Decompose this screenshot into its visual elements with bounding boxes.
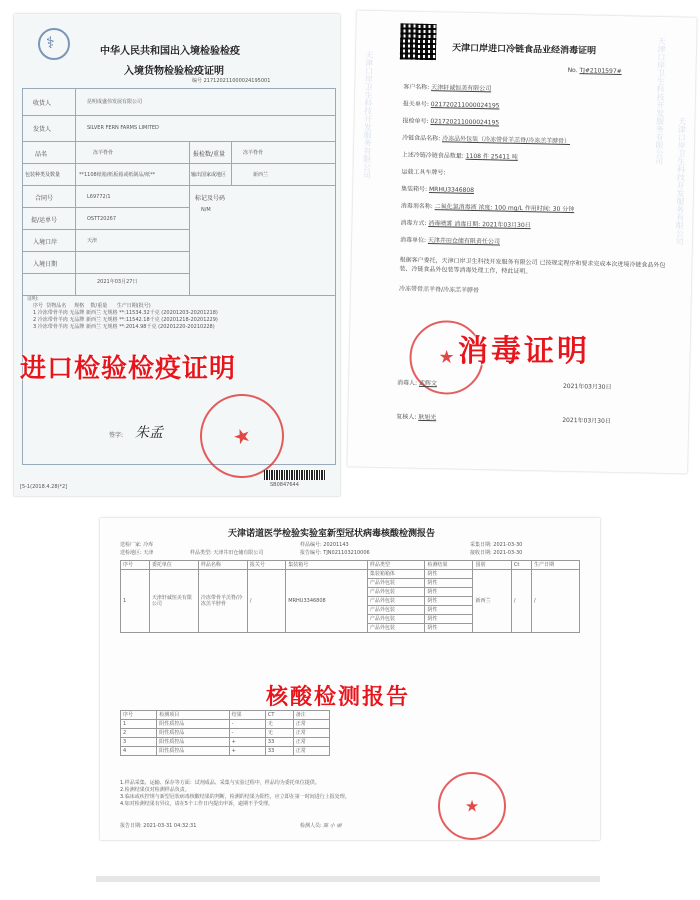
doc3-lab-stamp: ★ <box>438 772 506 840</box>
doc1-barcode-number: SB0847644 <box>270 482 299 488</box>
doc1-side-value-marks: N/M <box>201 207 211 213</box>
cell-type: 产品外包装 <box>367 579 425 588</box>
doc1-value-date: 2021年03月27日 <box>97 279 138 285</box>
qc-cell: 33 <box>265 747 293 756</box>
doc2-row: 报检单号: 021720211000024195 <box>402 117 500 127</box>
doc1-detail-row-2: 2 冷冻带骨羊肉 无品牌 新西兰 无规格 **:11542.18千克 (20201218-20201229) <box>33 317 218 323</box>
cell-no: 1 <box>121 570 150 633</box>
doc1-label-port: 入境口岸 <box>33 239 58 246</box>
doc2-reviewer-date: 2021年03月30日 <box>562 416 611 425</box>
doc1-sign-label: 签字: <box>109 432 124 439</box>
doc1-detail-row-1: 1 冷冻带骨羊肉 无品牌 新西兰 无规格 **:11534.32千克 (20201203-20201218) <box>33 310 218 316</box>
qc-cell: 正常 <box>293 738 329 747</box>
th-no: 序号 <box>121 561 150 570</box>
cell-result: 阴性 <box>425 588 473 597</box>
doc3-meta-3: 采集日期: 2021-03-30 <box>470 542 523 548</box>
doc3-meta-6: 报告编号: TJN021103210006 <box>300 550 370 556</box>
qc-cell: 无 <box>265 720 293 729</box>
cell-result: 阴性 <box>425 615 473 624</box>
cell-ct: / <box>511 570 531 633</box>
doc3-note-4: 4.如对检测结果有异议，请在5个工作日内提出申诉，逾期不予受理。 <box>120 801 273 807</box>
qc-cell: 3 <box>121 738 157 747</box>
doc2-rows <box>398 81 683 295</box>
doc3-meta-5: 样品类型: 天津井田仓储有限公司 <box>190 550 264 556</box>
doc1-label-package: 包装种类及数量 <box>25 172 61 178</box>
cell-type: 产品外包装 <box>367 588 425 597</box>
cell-type: 产品外包装 <box>367 606 425 615</box>
doc1-signature: 朱孟 <box>135 425 163 441</box>
doc2-row: 消毒剂名称: 二氧化氯消毒液 浓度: 100 mg/L 作用时间: 30 分钟 <box>400 202 575 214</box>
th-date: 生产日期 <box>531 561 579 570</box>
doc2-row: 报关单号: 021720211000024195 <box>402 100 500 110</box>
doc2-product: 冷冻带骨羔羊脊/冷冻羔羊脖骨 <box>398 285 480 295</box>
doc2-watermark-3: 天津口岸卫生科技开发服务有限公司 <box>674 117 687 246</box>
doc3-note-2: 2.检测结果仅对检测样品负责。 <box>120 787 190 793</box>
cell-result: 阴性 <box>425 579 473 588</box>
qc-th: 检测项目 <box>157 711 229 720</box>
entry-inspection-certificate <box>14 14 340 496</box>
doc1-title: 入境货物检验检疫证明 <box>124 66 224 77</box>
cell-result: 阴性 <box>425 597 473 606</box>
qc-th: 备注 <box>293 711 329 720</box>
doc2-reviewer: 复核人: 耿旭光 <box>396 413 437 422</box>
qc-cell: 正常 <box>293 729 329 738</box>
doc1-value-product: 冻羊脊骨 <box>93 150 114 156</box>
doc1-side-label-weight: 报检数/重量 <box>193 151 226 158</box>
qc-cell: 无 <box>265 729 293 738</box>
qc-cell: 阳性质控品 <box>157 738 229 747</box>
th-ct: Ct <box>511 561 531 570</box>
customs-emblem-icon: ⚕ <box>38 28 70 60</box>
qc-th: 序号 <box>121 711 157 720</box>
th-customs: 报关号 <box>247 561 285 570</box>
doc3-note-3: 3.临床或疾控规与新型冠状病毒核酸结果的判断，检测的结果为阳性，应立即在第一时间进行上报处理。 <box>120 794 350 800</box>
qc-cell: 正常 <box>293 720 329 729</box>
doc1-side-value-weight: 冻羊脊骨 <box>243 150 264 156</box>
doc1-label-product: 品名 <box>35 151 48 158</box>
qc-cell: + <box>229 747 265 756</box>
doc1-label-contract: 合同号 <box>35 195 54 202</box>
cell-result: 阴性 <box>425 624 473 633</box>
qc-cell: 2 <box>121 729 157 738</box>
doc1-detail-header: 序号 货物品名 规格 数/重量 生产日期(批号) <box>33 303 151 309</box>
doc1-detail-row-3: 3 冷冻带骨羊肉 无品牌 新西兰 无规格 **:2014.98千克 (20201220-20210228) <box>33 324 215 330</box>
th-sample: 样品名称 <box>198 561 247 570</box>
doc1-value-contract: L69772/1 <box>87 194 111 200</box>
cell-type: 产品外包装 <box>367 597 425 606</box>
qc-cell: 阴性质控品 <box>157 729 229 738</box>
doc2-row: 消毒方式: 消毒喷雾 消毒日期: 2021年03月30日 <box>400 219 531 230</box>
doc2-row: 客户名称: 天津轩诚恒美有限公司 <box>403 83 492 93</box>
doc3-meta-2: 样品编号: 20201143 <box>300 542 349 548</box>
doc3-note-1: 1.样品采集、运输、保存等方面：试剂成品、采集与实验过程中，样品均为委托单位提供。 <box>120 780 320 786</box>
bottom-divider <box>96 876 600 882</box>
cell-type: 产品外包装 <box>367 615 425 624</box>
nucleic-acid-report <box>100 518 600 840</box>
doc2-operator: 消毒人: 武辉文 <box>396 379 438 388</box>
caption-entry-inspection: 进口检验检疫证明 <box>20 354 237 384</box>
qc-cell: 1 <box>121 720 157 729</box>
cell-result: 阴性 <box>425 606 473 615</box>
doc1-detail-title: 证明: <box>27 296 39 302</box>
cell-client: 天津轩诚恒美有限公司 <box>149 570 198 633</box>
disinfection-certificate <box>347 10 696 473</box>
qc-cell: - <box>229 720 265 729</box>
doc2-no: No. TJ#2101597# <box>567 66 622 76</box>
qc-cell: 4 <box>121 747 157 756</box>
doc3-inspector: 检测人员: 陈 小 丽 <box>300 823 342 829</box>
cell-origin: 新西兰 <box>473 570 511 633</box>
doc3-qc-table <box>120 710 330 756</box>
doc3-report-date: 报告日期: 2021-03-31 04:32:31 <box>120 823 197 829</box>
cell-sample: 冷冻带骨羊羔脊/冷冻羔羊脖骨 <box>198 570 247 633</box>
doc1-label-consignee: 收货人 <box>33 100 52 107</box>
th-client: 委托单位 <box>149 561 198 570</box>
doc1-side-value-country: 新西兰 <box>253 172 269 178</box>
doc1-label-bl: 提/运单号 <box>31 217 58 224</box>
qc-th: 结果 <box>229 711 265 720</box>
cell-date: / <box>531 570 579 633</box>
doc2-declaration: 根据客户委托，天津口岸卫生科技开发服务有限公司 已按规定程序和要求完成本次进境冷链食品外包装、冷链食品外包装等消毒处理工作，特此证明。 <box>399 256 666 276</box>
qc-cell: 33 <box>265 738 293 747</box>
qc-cell: + <box>229 738 265 747</box>
th-container: 集装箱号 <box>286 561 368 570</box>
qc-cell: - <box>229 729 265 738</box>
doc1-side-label-marks: 标记及号码 <box>195 195 226 202</box>
doc1-org: 中华人民共和国出入境检验检疫 <box>100 46 240 57</box>
caption-disinfection: 消毒证明 <box>458 334 590 369</box>
cell-customs: / <box>247 570 285 633</box>
doc1-value-package: **1108纸箱/纸板箱或纸制品/纸** <box>79 172 156 178</box>
doc3-meta-7: 接收日期: 2021-03-30 <box>470 550 523 556</box>
th-origin: 国别 <box>473 561 511 570</box>
doc2-title: 天津口岸进口冷链食品业经消毒证明 <box>451 43 597 57</box>
doc3-meta-4: 送检地区: 天津 <box>120 550 154 556</box>
caption-nucleic-report: 核酸检测报告 <box>266 684 411 710</box>
doc3-meta-1: 送检厂家: 冷库 <box>120 542 154 548</box>
qc-th: CT <box>265 711 293 720</box>
doc1-value-consignor: SILVER FERN FARMS LIMITED <box>87 125 159 131</box>
cell-result: 阴性 <box>425 570 473 579</box>
th-type: 样品类型 <box>367 561 425 570</box>
doc2-watermark-1: 天津口岸卫生科技开发服务有限公司 <box>362 50 374 179</box>
doc3-title: 天津诺道医学检验实验室新型冠状病毒核酸检测报告 <box>228 529 436 539</box>
doc1-field-grid <box>22 88 336 296</box>
doc1-footer-code: [5-1(2018.4.28)*2] <box>20 484 68 490</box>
doc1-side-label-country: 输出国家或地区 <box>191 172 227 178</box>
doc1-value-consignee: 昆明成盛伟发展有限公司 <box>87 99 143 105</box>
cell-type: 产品外包装 <box>367 624 425 633</box>
doc2-watermark-2: 天津口岸卫生科技开发服务有限公司 <box>654 36 667 165</box>
doc3-results-table <box>120 560 580 633</box>
th-result: 检测结果 <box>425 561 473 570</box>
cell-type: 集装箱箱体 <box>367 570 425 579</box>
doc1-value-port: 天津 <box>87 238 98 244</box>
doc2-qr-code <box>400 23 437 60</box>
doc2-row: 冷链食品名称: 冷冻品外包装（冷冻带骨羊羔脊/冷冻羔羊脖骨） <box>402 134 571 145</box>
doc2-company-stamp: ★ <box>409 320 485 396</box>
doc2-row: 上述冷链冷链食品数量: 1108 件 25411 吨 <box>401 151 518 161</box>
doc1-value-bl: OSTT20267 <box>87 216 117 222</box>
doc2-row: 集装箱号: MRHU3346808 <box>401 185 475 194</box>
doc2-operator-date: 2021年03月30日 <box>562 382 612 391</box>
qc-cell: 正常 <box>293 747 329 756</box>
doc1-barcode <box>264 470 326 480</box>
qc-cell: 阳性质控品 <box>157 747 229 756</box>
doc1-label-consignor: 发货人 <box>33 126 52 133</box>
doc1-label-date: 入境日期 <box>33 261 58 268</box>
doc2-row: 消毒单位: 天津井田仓储有限责任公司 <box>399 236 501 246</box>
doc2-row: 运载工具车牌号: <box>401 168 446 177</box>
cell-container: MRHU3346808 <box>286 570 368 633</box>
doc1-customs-stamp: ★ <box>188 382 296 490</box>
doc1-cert-no: 编号 217120211000024195001 <box>192 78 271 84</box>
qc-cell: 阴性质控品 <box>157 720 229 729</box>
